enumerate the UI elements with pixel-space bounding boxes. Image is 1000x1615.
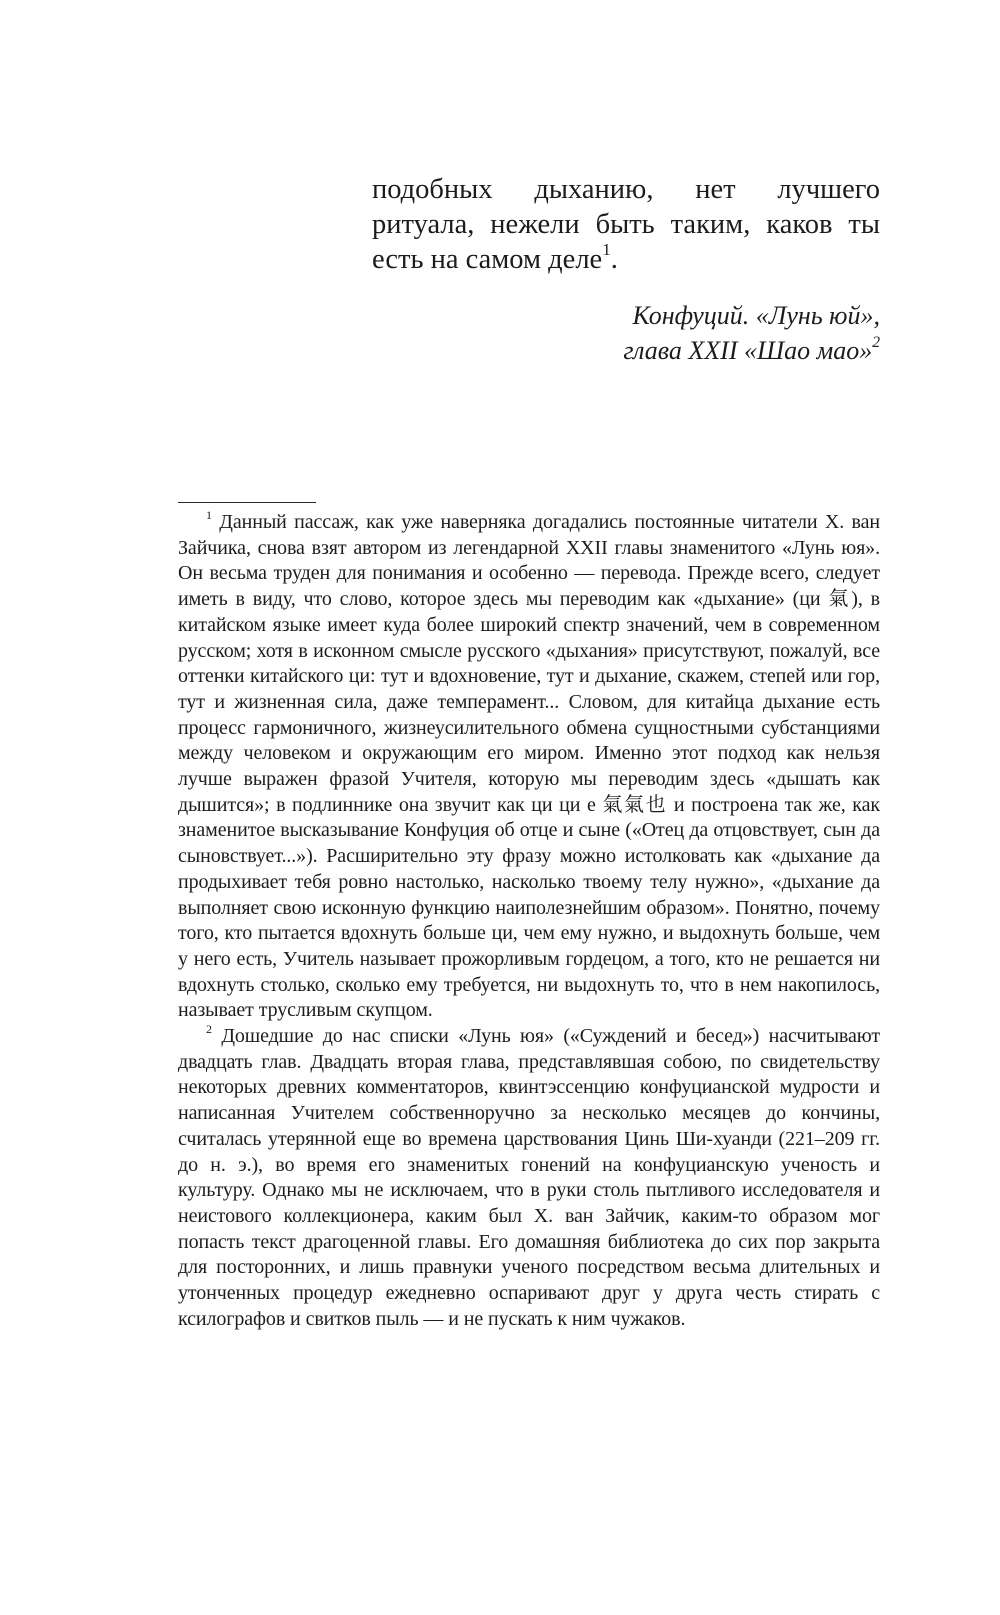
epigraph-text: подобных дыханию, нет лучшего ритуала, нежели быть таким, каков ты есть на самом деле$^1$. xyxy=(372,174,880,275)
footnote-ref-2[interactable]: 2 xyxy=(872,334,880,352)
footnotes-section xyxy=(178,507,880,1333)
footnote-number: 2 xyxy=(206,1021,212,1036)
attribution-chapter xyxy=(372,333,880,368)
epigraph-body: подобных дыханию, нет лучшего ритуала, нежели быть таким, каков ты есть на самом деле xyxy=(372,174,880,275)
epigraph-block xyxy=(372,172,880,368)
footnote-number: 1 xyxy=(206,507,212,522)
footnote-2 xyxy=(178,1021,880,1332)
footnote-1 xyxy=(178,507,880,1024)
footnote-text: Дошедшие до нас списки «Лунь юя» («Суждений и бесед») насчитывают двадцать глав. Двадцать вторая глава, представлявшая собою, по свидетельству некоторых древних комментаторов, квинтэссенцию конфуцианской мудрости и написанная Учителем собственноручно за несколько месяцев до кончины, считалась утерянной еще во времена царствования Цинь Ши-хуанди (221–209 гг. до н. э.), во время его знаменитых гонений на конфуцианскую ученость и культуру. Однако мы не исключаем, что в руки столь пытливого исследователя и неистового коллекционера, каким был Х. ван Зайчик, каким-то образом мог попасть текст драгоценной главы. Его домашняя библиотека до сих пор закрыта для посторонних, и лишь правнуки ученого посредством весьма длительных и утонченных процедур ежедневно оспаривают друг у друга честь стирать с ксилографов и свитков пыль — и не пускать к ним чужаков. xyxy=(178,1025,880,1330)
footnote-ref-1[interactable]: 1 xyxy=(602,239,611,259)
footnote-text: Данный пассаж, как уже наверняка догадались постоянные читатели Х. ван Зайчика, снова взят автором из легендарной XXII главы знаменитого «Лунь юя». Он весьма труден для понимания и особенно — перевода. Прежде всего, следует иметь в виду, что слово, которое здесь мы переводим как «дыхание» (ци 氣), в китайском языке имеет куда более широкий спектр значений, чем в современном русском; хотя в исконном смысле русского «дыхания» присутствуют, пожалуй, все оттенки китайского ци: тут и вдохновение, тут и дыхание, скажем, степей или гор, тут и жизненная сила, даже темперамент... Словом, для китайца дыхание есть процесс гармоничного, жизнеусилительного обмена сущностными субстанциями между человеком и окружающим его миром. Именно этот подход как нельзя лучше выражен фразой Учителя, которую мы переводим здесь «дышать как дышится»; в подлиннике она звучит как ци ци е 氣氣也 и построена так же, как знаменитое высказывание Конфуция об отце и сыне («Отец да отцовствует, сын да сыновствует...»). Расширительно эту фразу можно истолковать как «дыхание да продыхивает тебя ровно настолько, насколько твоему телу нужно», «дыхание да выполняет свою исконную функцию наиполезнейшим образом». Понятно, почему того, кто пытается вдохнуть больше ци, чем ему нужно, и выдохнуть больше, чем у него есть, Учитель называет прожорливым гордецом, а того, кто не решается ни вдохнуть столько, сколько ему требуется, ни выдохнуть то, что в нем накопилось, называет трусливым скупцом. xyxy=(178,511,880,1022)
footnote-separator xyxy=(178,502,316,503)
attribution-chapter-text: глава XXII «Шао мао» xyxy=(623,336,873,365)
epigraph-attribution xyxy=(372,298,880,368)
attribution-author-work: Конфуций. «Лунь юй», xyxy=(632,301,880,330)
